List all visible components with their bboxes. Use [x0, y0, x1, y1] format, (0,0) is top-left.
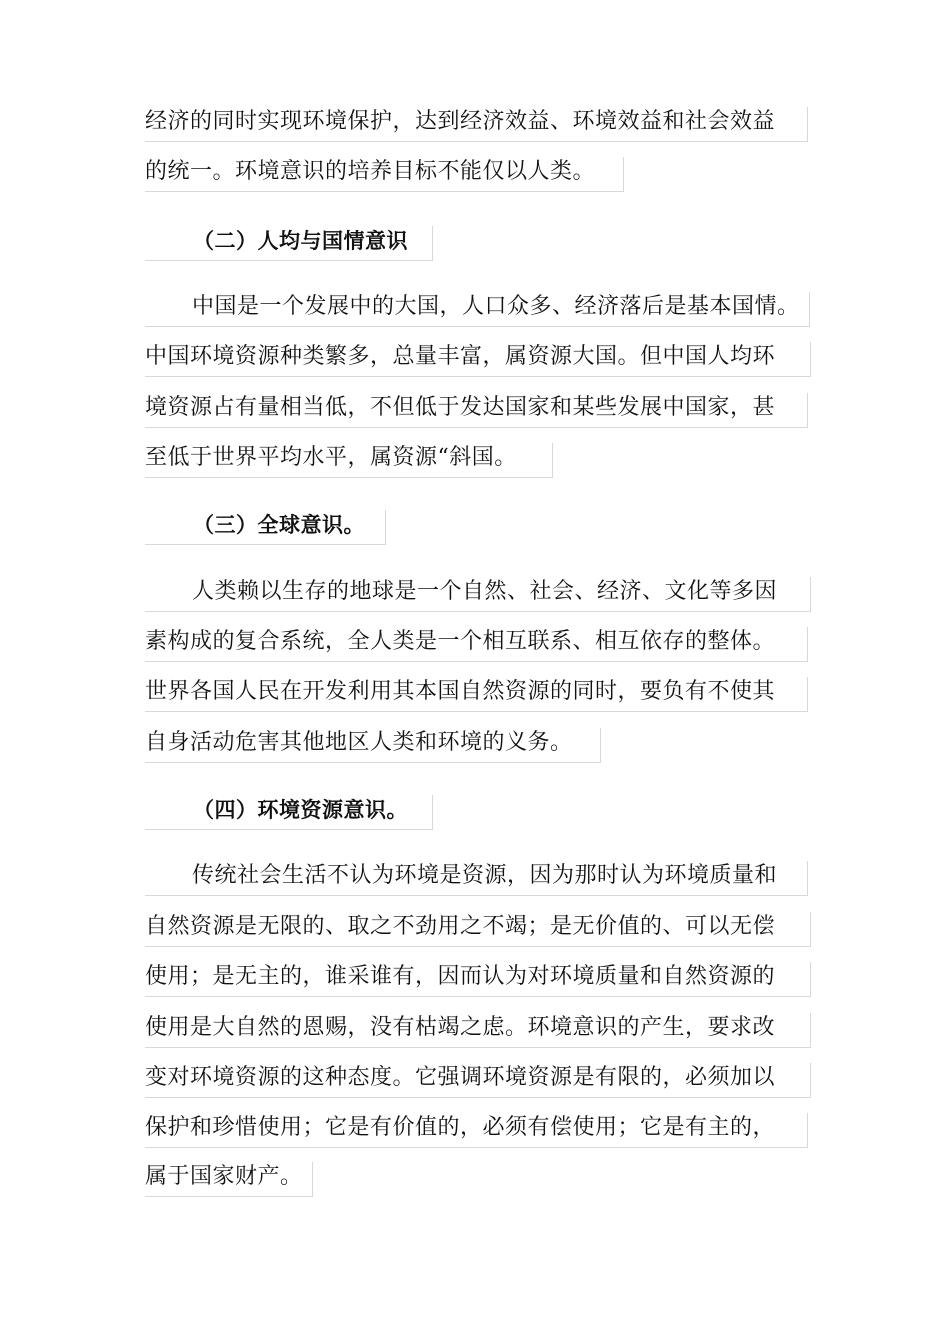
line-text: 至低于世界平均水平，属资源“斜国。	[145, 445, 517, 470]
line-text: 传统社会生活不认为环境是资源，因为那时认为环境质量和	[192, 863, 778, 888]
paragraph-line	[145, 1111, 807, 1145]
line-text: 自然资源是无限的、取之不劲用之不竭；是无价值的、可以无偿	[145, 914, 776, 939]
heading-text: （四）环境资源意识。	[193, 798, 408, 822]
paragraph-line	[145, 290, 809, 324]
line-text: 自身活动危害其他地区人类和环境的义务。	[145, 730, 573, 755]
paragraph-line	[145, 1061, 810, 1095]
line-text: 的统一。环境意识的培养目标不能仅以人类。	[145, 159, 596, 184]
line-text: 中国环境资源种类繁多，总量丰富，属资源大国。但中国人均环	[145, 344, 776, 369]
section-heading	[145, 793, 432, 827]
paragraph-line	[145, 1011, 810, 1045]
heading-text: （三）全球意识。	[193, 513, 365, 537]
line-text: 保护和珍惜使用；它是有价值的，必须有偿使用；它是有主的，	[145, 1115, 776, 1140]
paragraph-line	[145, 859, 807, 893]
line-text: 世界各国人民在开发利用其本国自然资源的同时，要负有不使其	[145, 679, 776, 704]
paragraph-line	[145, 340, 810, 374]
line-text: 属于国家财产。	[145, 1164, 303, 1189]
paragraph-line	[145, 675, 807, 709]
line-text: 中国是一个发展中的大国，人口众多、经济落后是基本国情。	[192, 294, 800, 319]
paragraph-line	[145, 726, 600, 760]
line-text: 使用是大自然的恩赐，没有枯竭之虑。环境意识的产生，要求改	[145, 1015, 776, 1040]
paragraph-line	[145, 960, 810, 994]
paragraph-line	[145, 105, 807, 139]
paragraph-line	[145, 575, 810, 609]
paragraph-line	[145, 391, 807, 425]
section-heading	[145, 224, 432, 258]
paragraph-line	[145, 625, 807, 659]
line-text: 经济的同时实现环境保护，达到经济效益、环境效益和社会效益	[145, 109, 776, 134]
paragraph-line	[145, 441, 552, 475]
paragraph-line	[145, 155, 623, 189]
line-text: 使用；是无主的，谁采谁有，因而认为对环境质量和自然资源的	[145, 964, 776, 989]
line-text: 变对环境资源的这种态度。它强调环境资源是有限的，必须加以	[145, 1065, 776, 1090]
paragraph-line	[145, 1160, 312, 1194]
paragraph-line	[145, 910, 810, 944]
section-heading	[145, 508, 385, 542]
line-text: 人类赖以生存的地球是一个自然、社会、经济、文化等多因	[192, 579, 778, 604]
heading-text: （二）人均与国情意识	[193, 229, 408, 253]
line-text: 素构成的复合系统，全人类是一个相互联系、相互依存的整体。	[145, 629, 776, 654]
line-text: 境资源占有量相当低，不但低于发达国家和某些发展中国家，甚	[145, 395, 776, 420]
